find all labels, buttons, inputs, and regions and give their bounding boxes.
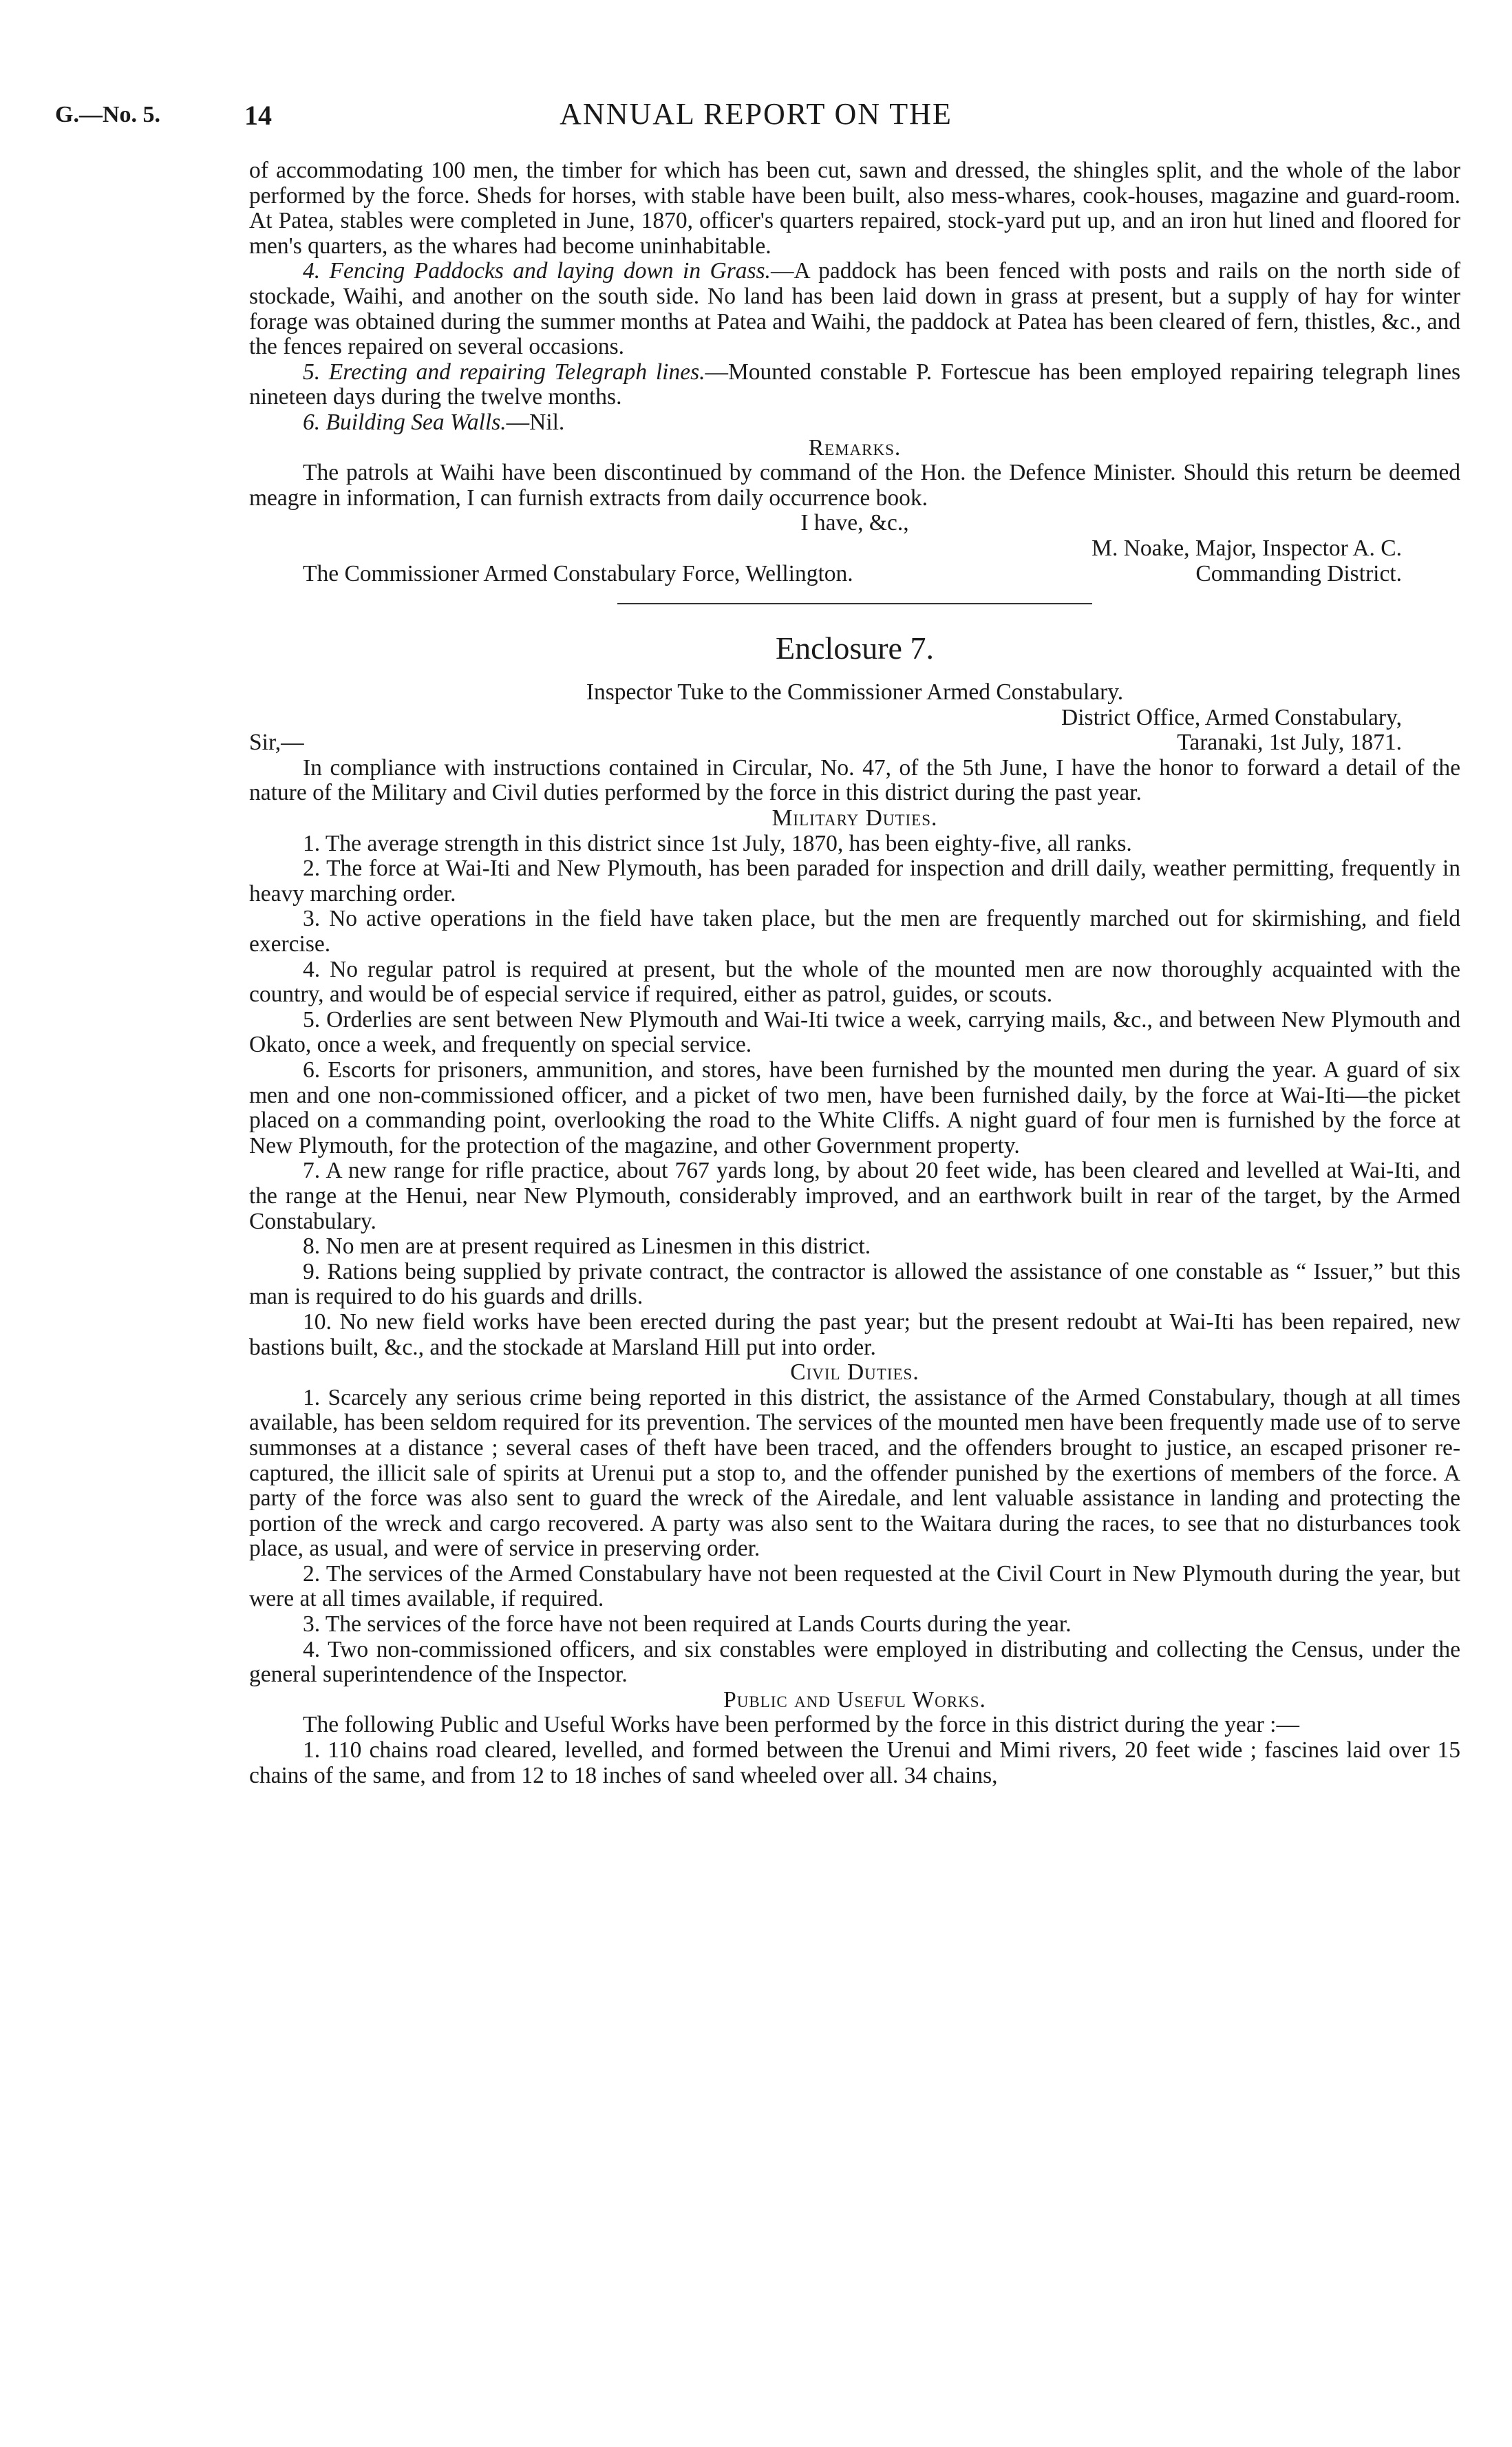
- military-item: 2. The force at Wai-Iti and New Plymouth, has been paraded for inspection and drill daily, weather permitting, frequently in heavy marching order.: [249, 856, 1460, 907]
- civil-item: 4. Two non-commissioned officers, and six constables were employed in distributing and collecting the Census, under the general superintendence of the Inspector.: [249, 1636, 1460, 1688]
- remarks-heading: Remarks.: [808, 434, 902, 460]
- section-divider: [617, 603, 1092, 604]
- military-item: 1. The average strength in this district since 1st July, 1870, has been eighty-five, all ranks.: [303, 830, 1132, 856]
- continued-paragraph: of accommodating 100 men, the timber for which has been cut, sawn and dressed, the shingles split, and the whole of the labor performed by the force. Sheds for horses, with stable have been built, also mess-whares, cook-houses, magazine and guard-room. At Patea, stables were completed in June, 1870, officer's quarters repaired, stock-yard put up, and an iron hut lined and floored for men's quarters, as the whares had become uninhabitable.: [249, 158, 1460, 259]
- military-item: 9. Rations being supplied by private contract, the contractor is allowed the assistance of one constable as “ Issuer,” but this man is required to do his guards and drills.: [249, 1258, 1460, 1310]
- civil-item: 2. The services of the Armed Constabulary have not been requested at the Civil Court in New Plymouth during the year, but were at all times available, if required.: [249, 1560, 1460, 1612]
- enclosure-subtitle: Inspector Tuke to the Commissioner Armed Constabulary.: [586, 679, 1124, 706]
- closing-line: I have, &c.,: [800, 510, 909, 536]
- signature-name: M. Noake, Major, Inspector A. C.: [1092, 535, 1402, 561]
- place-date: Taranaki, 1st July, 1871.: [1177, 730, 1402, 756]
- military-duties-heading: Military Duties.: [771, 805, 938, 831]
- military-item: 4. No regular patrol is required at present, but the whole of the mounted men are now thoroughly acquainted with the country, and would be of especial service if required, either as patrol, guides, or scouts.: [249, 956, 1460, 1008]
- military-item: 6. Escorts for prisoners, ammunition, and stores, have been furnished by the mounted men during the year. A guard of six men and one non-commissioned officer, and a picket of two men, have been furnished daily, by the force at Wai-Iti—the picket placed on a commanding point, overlooking the road to the White Cliffs. A night guard of four men is furnished by the force at New Plymouth, for the protection of the magazine, and other Government property.: [249, 1057, 1460, 1158]
- signature-row: [249, 562, 1460, 587]
- salutation-row: [249, 730, 1460, 756]
- item-telegraph-lines: [249, 360, 1460, 410]
- item-label: 5. Erecting and repairing Telegraph lines.: [303, 359, 705, 385]
- civil-item: 3. The services of the force have not been required at Lands Courts during the year.: [303, 1611, 1072, 1638]
- page-header: [0, 96, 1512, 138]
- item-text: —Nil.: [506, 409, 565, 435]
- public-works-heading: Public and Useful Works.: [723, 1686, 986, 1713]
- item-sea-walls: [249, 410, 1460, 436]
- signature-title: Commanding District.: [1195, 560, 1402, 586]
- item-label: 4. Fencing Paddocks and laying down in Grass.: [303, 258, 771, 284]
- document-reference: G.—No. 5.: [55, 102, 160, 127]
- military-item: 8. No men are at present required as Linesmen in this district.: [303, 1233, 871, 1260]
- item-text: —Mounted constable P. Fortescue has been employed repairing telegraph lines nineteen days during the twelve months.: [249, 359, 1460, 410]
- works-intro: The following Public and Useful Works have been performed by the force in this district during the year :—: [303, 1712, 1299, 1738]
- page-number: 14: [244, 100, 272, 131]
- civil-item: 1. Scarcely any serious crime being reported in this district, the assistance of the Armed Constabulary, though at all times available, has been seldom required for its prevention. The services of the mounted men have been frequently made use of to serve summonses at a distance ; several cases of theft have been traced, and the offenders brought to justice, an escaped prisoner re-captured, the illicit sale of spirits at Urenui put a stop to, and the offender punished by the exertions of members of the force. A party of the force was also sent to guard the wreck of the Airedale, and lent valuable assistance in landing and protecting the portion of the wreck and cargo recovered. A party was also sent to the Waitara during the races, to see that no disturbances took place, as usual, and were of service in preserving order.: [249, 1384, 1460, 1562]
- office-line: District Office, Armed Constabulary,: [1061, 704, 1402, 730]
- page-body: [249, 158, 1460, 1788]
- addressee: The Commissioner Armed Constabulary Force, Wellington.: [303, 560, 853, 586]
- military-item: 3. No active operations in the field have taken place, but the men are frequently marched out for skirmishing, and field exercise.: [249, 906, 1460, 957]
- item-text: —A paddock has been fenced with posts and rails on the north side of stockade, Waihi, and another on the south side. No land has been laid down in grass at present, but a supply of hay for winter forage was obtained during the summer months at Patea and Waihi, the paddock at Patea has been cleared of fern, thistles, &c., and the fences repaired on several occasions.: [249, 258, 1461, 360]
- military-item: 10. No new field works have been erected during the past year; but the present redoubt at Wai-Iti has been repaired, new bastions built, &c., and the stockade at Marsland Hill put into order.: [249, 1309, 1460, 1360]
- works-item: 1. 110 chains road cleared, levelled, and formed between the Urenui and Mimi rivers, 20 feet wide ; fascines laid over 15 chains of the same, and from 12 to 18 inches of sand wheeled over all. 34 chains,: [249, 1737, 1460, 1788]
- military-item: 5. Orderlies are sent between New Plymouth and Wai-Iti twice a week, carrying mails, &c., and between New Plymouth and Okato, once a week, and frequently on special service.: [249, 1006, 1460, 1058]
- military-item: 7. A new range for rifle practice, about 767 yards long, by about 20 feet wide, has been cleared and levelled at Wai-Iti, and the range at the Henui, near New Plymouth, considerably improved, and an earthwork built in rear of the target, by the Armed Constabulary.: [249, 1158, 1460, 1234]
- item-label: 6. Building Sea Walls.: [303, 409, 507, 435]
- civil-duties-heading: Civil Duties.: [790, 1359, 919, 1386]
- running-title: ANNUAL REPORT ON THE: [560, 97, 952, 131]
- intro-paragraph: In compliance with instructions contained in Circular, No. 47, of the 5th June, I have the honor to forward a detail of the nature of the Military and Civil duties performed by the force in this district during the past year.: [249, 754, 1460, 806]
- item-fencing-paddocks: [249, 259, 1460, 359]
- salutation: Sir,—: [249, 730, 304, 756]
- remarks-paragraph: The patrols at Waihi have been discontinued by command of the Hon. the Defence Minister. Should this return be deemed meagre in information, I can furnish extracts from daily occurrence book.: [249, 460, 1460, 511]
- enclosure-title: Enclosure 7.: [776, 631, 934, 666]
